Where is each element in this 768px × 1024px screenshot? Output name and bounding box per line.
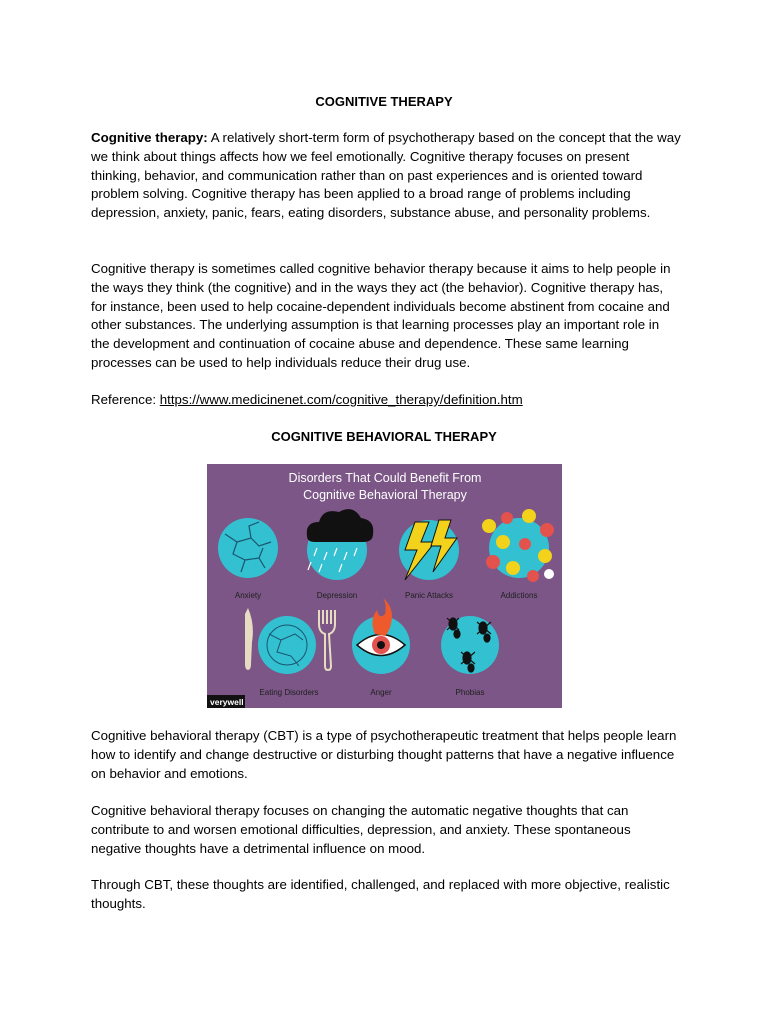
label-eating-disorders: Eating Disorders: [259, 688, 319, 697]
label-phobias: Phobias: [455, 688, 485, 697]
reference-line: [91, 391, 681, 410]
label-anxiety: Anxiety: [234, 591, 262, 600]
paragraph-definition: [91, 129, 681, 223]
section-title-cbt: COGNITIVE BEHAVIORAL THERAPY: [271, 429, 497, 444]
page-title: COGNITIVE THERAPY: [315, 94, 453, 109]
anxiety-icon: [218, 518, 278, 578]
label-anger: Anger: [370, 688, 392, 697]
reference-link[interactable]: https://www.medicinenet.com/cognitive_therapy/definition.htm: [159, 392, 523, 407]
label-depression: Depression: [316, 591, 358, 600]
paragraph-cbt-process: Through CBT, these thoughts are identified, challenged, and replaced with more objective, realistic thoughts.: [91, 877, 670, 911]
brand-logo: verywell: [210, 697, 244, 707]
cbt-disorders-infographic: [207, 464, 562, 708]
label-addictions: Addictions: [500, 591, 538, 600]
label-panic-attacks: Panic Attacks: [404, 591, 454, 600]
paragraph-cbt-focus: Cognitive behavioral therapy focuses on changing the automatic negative thoughts that can contribute to and worsen emotional difficulties, depression, and anxiety. These spontaneous negative thoughts have a detrimental influence on mood.: [91, 803, 631, 856]
panic-attacks-icon: [399, 520, 459, 580]
infographic-title-line1: Disorders That Could Benefit From: [288, 471, 482, 485]
phobias-icon: [441, 616, 499, 674]
paragraph-cbt-definition: Cognitive behavioral therapy (CBT) is a type of psychotherapeutic treatment that helps people learn how to identify and change destructive or disturbing thought patterns that have a negative influence on behavior and emotions.: [91, 728, 677, 781]
definition-text: A relatively short-term form of psychotherapy based on the concept that the way we think about things affects how we feel emotionally. Cognitive therapy focuses on present thinking, behavior, and communication rather than on past experiences and is oriented toward problem solving. Cognitive therapy has been applied to a broad range of problems including depression, anxiety, panic, fears, eating disorders, substance abuse, and personality problems.: [91, 130, 681, 221]
reference-label: Reference:: [91, 392, 160, 407]
definition-term: Cognitive therapy:: [91, 130, 208, 145]
infographic-title-line2: Cognitive Behavioral Therapy: [303, 488, 467, 502]
paragraph-cbt-relation: Cognitive therapy is sometimes called cognitive behavior therapy because it aims to help people in the ways they think (the cognitive) and in the ways they act (the behavior). Cognitive therapy has, for instance, been used to help cocaine-dependent individuals become abstinent from cocaine and other substances. The underlying assumption is that learning processes play an important role in the development and continuation of cocaine abuse and dependence. These same learning processes can be used to help individuals reduce their drug use.: [91, 261, 671, 370]
